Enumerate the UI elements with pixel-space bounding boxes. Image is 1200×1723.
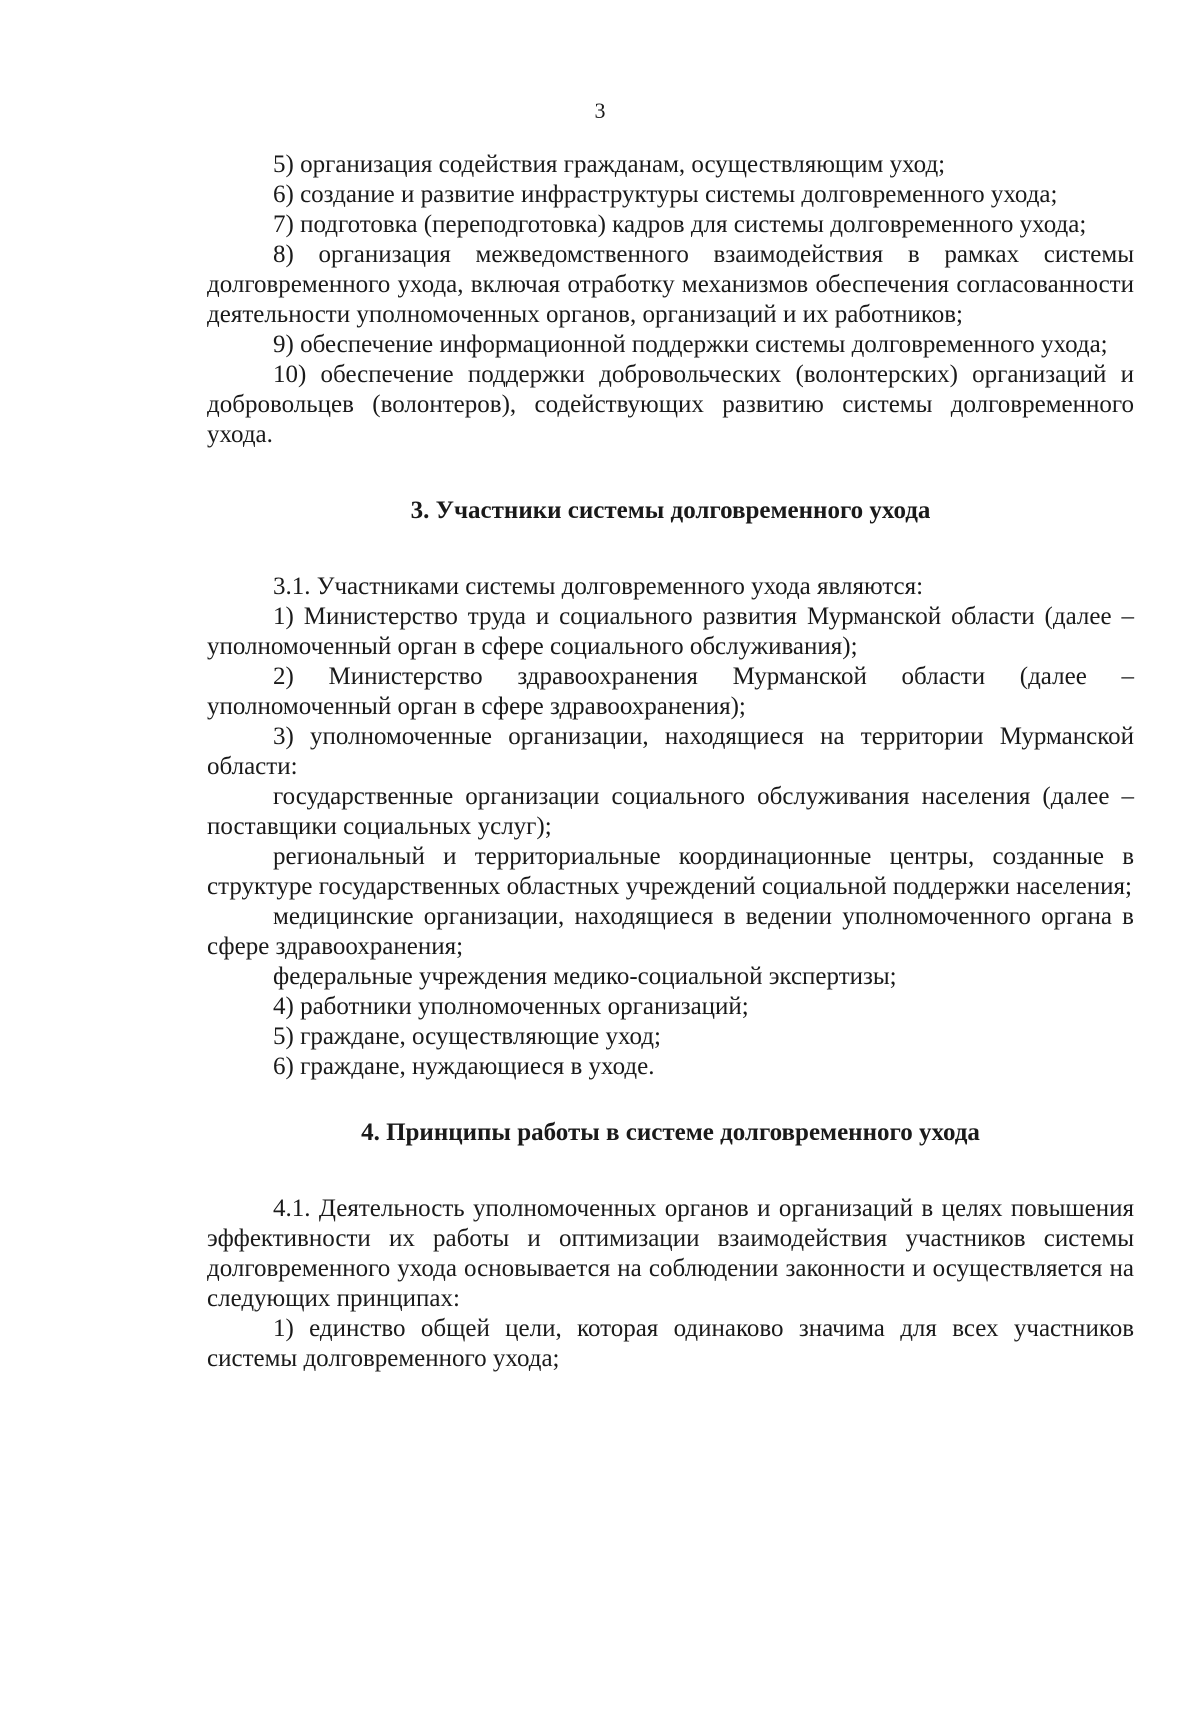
page-number: 3 [594, 98, 606, 123]
section-principles [207, 1194, 1134, 1374]
list-item: 10) обеспечение поддержки добровольческих (волонтерских) организаций и добровольцев (волонтеров), содействующих развитию системы долговременного ухода. [207, 361, 1134, 448]
paragraph: 4) работники уполномоченных организаций; [273, 993, 749, 1020]
paragraph: 6) граждане, нуждающиеся в уходе. [273, 1053, 655, 1080]
section-heading-principles: 4. Принципы работы в системе долговременного ухода [361, 1119, 980, 1146]
paragraph: медицинские организации, находящиеся в ведении уполномоченного органа в сфере здравоохранения; [207, 903, 1134, 960]
paragraph: федеральные учреждения медико-социальной экспертизы; [273, 963, 897, 990]
section-participants [207, 572, 1134, 1082]
paragraph: 1) единство общей цели, которая одинаково значима для всех участников системы долговременного ухода; [207, 1315, 1134, 1372]
list-item: 5) организация содействия гражданам, осуществляющим уход; [273, 151, 946, 178]
paragraph: 3) уполномоченные организации, находящиеся на территории Мурманской области: [207, 723, 1134, 780]
list-item: 9) обеспечение информационной поддержки системы долговременного ухода; [273, 331, 1108, 358]
paragraph: 5) граждане, осуществляющие уход; [273, 1023, 661, 1050]
paragraph: 3.1. Участниками системы долговременного ухода являются: [273, 573, 924, 600]
list-item: 6) создание и развитие инфраструктуры системы долговременного ухода; [273, 181, 1058, 208]
paragraph: 4.1. Деятельность уполномоченных органов и организаций в целях повышения эффективности их работы и оптимизации взаимодействия участников системы долговременного ухода основывается на соблюдении законности и осуществляется на следующих принципах: [207, 1195, 1134, 1312]
paragraph: 2) Министерство здравоохранения Мурманской области (далее – уполномоченный орган в сфере здравоохранения); [207, 663, 1134, 720]
section-heading-participants: 3. Участники системы долговременного ухода [410, 497, 931, 524]
paragraph: региональный и территориальные координационные центры, созданные в структуре государственных областных учреждений социальной поддержки населения; [207, 843, 1134, 900]
paragraph: 1) Министерство труда и социального развития Мурманской области (далее – уполномоченный орган в сфере социального обслуживания); [207, 603, 1134, 660]
document-body [207, 150, 1134, 1374]
list-item: 8) организация межведомственного взаимодействия в рамках системы долговременного ухода, включая отработку механизмов обеспечения согласованности деятельности уполномоченных органов, организаций и их работников; [207, 241, 1134, 328]
task-list-continued [207, 150, 1134, 450]
paragraph: государственные организации социального обслуживания населения (далее – поставщики социальных услуг); [207, 783, 1134, 840]
list-item: 7) подготовка (переподготовка) кадров для системы долговременного ухода; [273, 211, 1087, 238]
